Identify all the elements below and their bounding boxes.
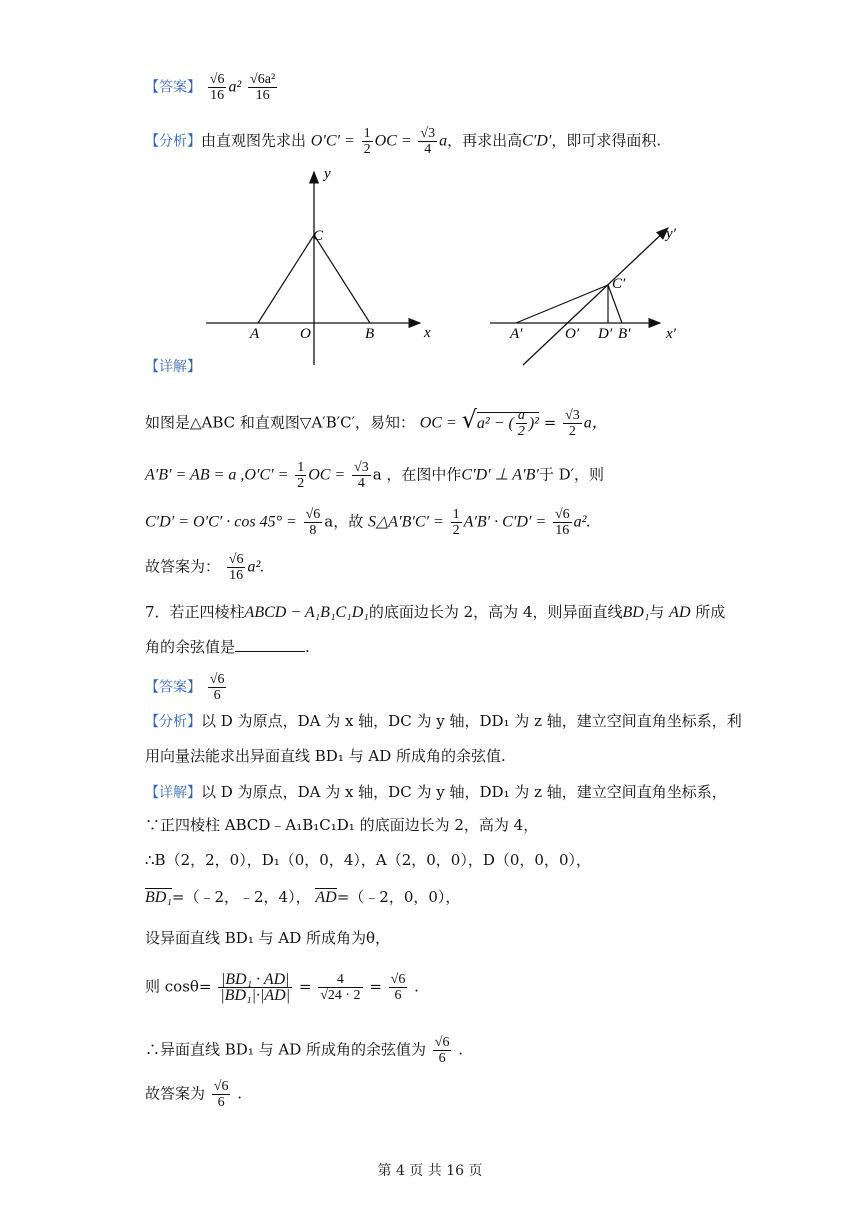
q6-final-line: 故答案为： $\frac{√6}{16}$ a². <box>145 552 265 583</box>
fig2-side-ac <box>516 285 608 323</box>
q7-detail-line-3: ∴B（2，2，0），D₁（0，0，4），A（2，0，0），D（0，0，0）， <box>145 851 591 869</box>
fig2-label-x: x′ <box>666 326 676 342</box>
q7-detail-line-2: ∵正四棱柱 ABCD﹣A₁B₁C₁D₁ 的底面边长为 2，高为 4， <box>145 816 539 834</box>
q7-analysis-line-1: 【分析】以 D 为原点，DA 为 x 轴，DC 为 y 轴，DD₁ 为 z 轴，建立空间直角坐标系，利 <box>145 712 742 730</box>
fig2-label-d: D′ <box>598 326 613 342</box>
q6-detail-line-2: A′B′ = AB = a ,O′C′ = $\frac{1}{2}$ OC = $\frac{√3}{4}$ a ，在图中作C′D′ ⊥ A′B′于 D′，则 <box>145 460 605 491</box>
q7-answer-line: 【答案】 $\frac{√6}{6}$ <box>145 672 225 703</box>
fig1-label-x: x <box>424 325 431 341</box>
answer-tag: 【答案】 <box>145 679 201 696</box>
fig1-side-cb <box>314 235 370 323</box>
q7-conclusion-line: ∴异面直线 BD₁ 与 AD 所成角的余弦值为 $\frac{√6}{6}$ . <box>145 1035 464 1066</box>
fig2-y-axis <box>523 228 668 365</box>
answer-blank <box>235 637 305 652</box>
answer-fraction-2: $\frac{\text{√6a²}}{16}$ <box>250 72 276 103</box>
fig2-label-o: O′ <box>565 326 580 342</box>
q7-detail-line-5: 设异面直线 BD₁ 与 AD 所成角为θ， <box>145 929 391 947</box>
q6-detail-tag-line <box>145 356 201 377</box>
fig1-label-c: C <box>313 228 324 244</box>
page-footer: 第 4 页 共 16 页 <box>377 1163 483 1179</box>
fig1-label-y: y <box>324 166 331 182</box>
fig1-side-ac <box>258 235 314 323</box>
fig2-label-y: y′ <box>666 226 676 242</box>
fig2-label-c: C′ <box>612 276 626 292</box>
q6-detail-line-3: C′D′ = O′C′ · cos 45° = $\frac{√6}{8}$ a，故 S△A′B′C′ = $\frac{1}{2}$ A′B′ · C′D′ = $\frac{√6}{16}$ a². <box>145 507 591 538</box>
q7-detail-line-1: 【详解】以 D 为原点，DA 为 x 轴，DC 为 y 轴，DD₁ 为 z 轴，建立空间直角坐标系， <box>145 783 727 801</box>
q6-analysis-line: 【分析】由直观图先求出 O′C′ = $\frac{1}{2}$ OC = $\frac{√3}{4}$ a，再求出高C′D′，即可求得面积. <box>145 126 662 157</box>
fig2-label-a: A′ <box>510 326 523 342</box>
analysis-tag: 【分析】 <box>145 714 201 730</box>
q7-cos-line: 则 cosθ= $\frac{\text{|BD₁ · AD|}}{\text{|BD₁|·|AD|}}$ = $\frac{4}{√24 \cdot 2}$ = $\frac{√6}{6}$ . <box>145 971 419 1004</box>
q6-answer-line: 【答案】 $\frac{√6}{16}$ a² $\frac{\text{√6a²}}{16}$ <box>145 72 276 103</box>
analysis-tag: 【分析】 <box>145 133 201 150</box>
q7-question-line-1: 7．若正四棱柱ABCD − A₁B₁C₁D₁的底面边长为 2，高为 4，则异面直线BD₁与 AD 所成 <box>145 603 726 621</box>
fig1-label-a: A <box>250 326 260 342</box>
answer-fraction-1: $\frac{√6}{16}$ <box>209 72 225 103</box>
q7-vectors-line: BD₁=（﹣2，﹣2，4）， AD=（﹣2，0，0）， <box>145 888 461 906</box>
q6-detail-line-1: 如图是△ABC 和直观图▽A′B′C′，易知： OC = √a² − ( $\frac{a}{2}$ )² = $\frac{√3}{2}$ a， <box>145 405 608 440</box>
q7-final-line: 故答案为 $\frac{√6}{6}$ . <box>145 1079 243 1110</box>
fig2-label-b: B′ <box>618 326 631 342</box>
geometry-figures <box>190 160 690 370</box>
q7-analysis-line-2: 用向量法能求出异面直线 BD₁ 与 AD 所成角的余弦值. <box>145 747 506 765</box>
fig1-label-b: B <box>365 326 375 342</box>
answer-tag: 【答案】 <box>145 79 201 96</box>
detail-tag: 【详解】 <box>145 359 201 375</box>
q7-question-line-2: 角的余弦值是 . <box>145 638 310 656</box>
fig1-label-o: O <box>300 326 311 342</box>
detail-tag: 【详解】 <box>145 785 201 801</box>
